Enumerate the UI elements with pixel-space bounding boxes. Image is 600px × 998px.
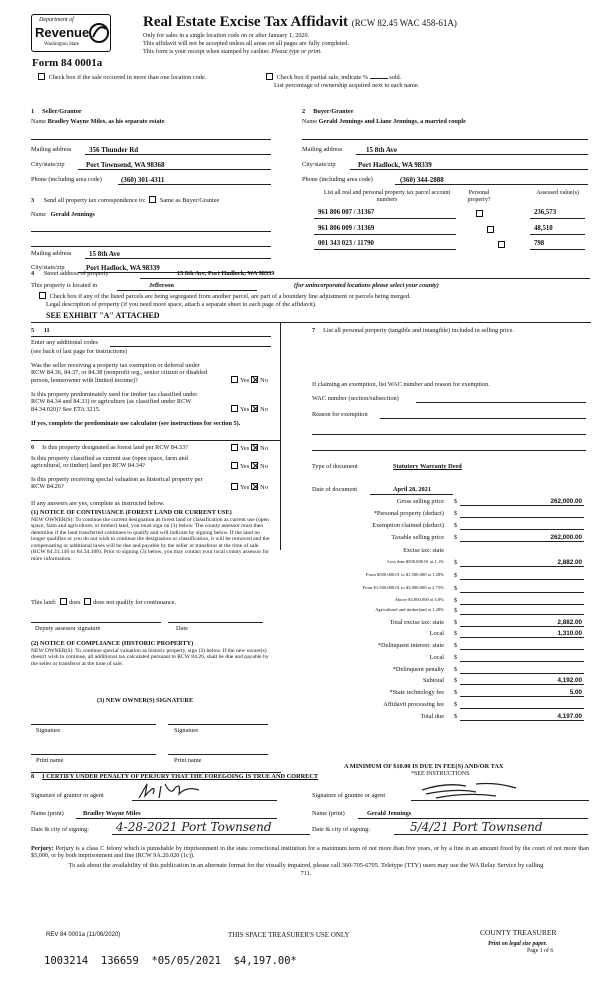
seller-city-row: City/state/zip Port Townsend, WA 98368: [31, 161, 165, 169]
personal-property-checkbox[interactable]: [498, 241, 505, 248]
tax-row: [292, 547, 584, 557]
new-owner-sig-heading: (3) NEW OWNER(S) SIGNATURE: [97, 697, 194, 704]
sec5-q2-yes[interactable]: [231, 405, 238, 412]
dollar-sign: $: [454, 534, 458, 541]
form-title: [143, 14, 457, 32]
treasurer-use-label: THIS SPACE TREASURER'S USE ONLY: [228, 931, 350, 939]
buyer-mailing-row: Mailing address 15 8th Ave: [302, 146, 397, 154]
tax-row-label: Subtotal: [423, 677, 444, 684]
dor-logo: [31, 14, 111, 52]
use-code-row: 5 11: [31, 327, 50, 334]
tax-row-value[interactable]: 5.00: [460, 689, 584, 697]
tax-row-value[interactable]: 2,882.00: [460, 619, 584, 627]
correspondence-row: 3 Send all property tax correspondence to: Same as Buyer/Grantee: [31, 197, 220, 204]
tax-row-label: Less than $500,000.01 at 1.1%: [387, 559, 444, 564]
cashier-stamp: 1003214 136659 *05/05/2021 $4,197.00*: [44, 955, 297, 967]
seller-heading: 1 Seller/Grantor: [31, 108, 82, 115]
dollar-sign: $: [454, 713, 458, 720]
tax-row-label: Local: [429, 630, 444, 637]
partial-pct-field[interactable]: [370, 78, 388, 79]
owner-sig-label-2: Signature: [174, 727, 199, 734]
title-ref: (RCW 82.45 WAC 458-61A): [351, 18, 457, 28]
tax-row-value[interactable]: 1,310.00: [460, 630, 584, 638]
legal-description-label: Legal description of property (if you need more space, attach a separate sheet to each page of the affidavit).: [46, 301, 317, 308]
tax-row-label: Agricultural and timberland at 1.28%: [375, 607, 444, 612]
doc-date-row: Date of document April 28, 2021: [312, 486, 431, 493]
tax-row-value[interactable]: [460, 701, 584, 709]
seller-phone[interactable]: (360) 301-4311: [121, 176, 165, 184]
grantee-sig-row: Signature of grantee or agent: [312, 792, 386, 799]
tax-row-label: Local: [429, 654, 444, 661]
tax-row: [292, 607, 584, 617]
tax-row-value[interactable]: [460, 597, 584, 605]
tax-row-value[interactable]: [460, 522, 584, 530]
continuance-body: NEW OWNER(S): To continue the current designation as forest land or classification as current use (open space, farm and agriculture, or timber) land, you must sign on (3) below. The county assessor must then determine if the land transferred continues to qualify and will indicate by signing below. If the land no longer qualifies or you do not wish to continue the designation or classification, it will be removed and the compensating or additional taxes will be due and payable by the seller or transferor at the time of sale. (RCW 84.33.140 or 84.34.108). Prior to signing (3) below, you may contact your local county assessor for more information.: [31, 517, 270, 562]
dollar-sign: $: [454, 677, 458, 684]
buyer-city[interactable]: Port Hadlock, WA 98339: [358, 161, 432, 169]
seller-city[interactable]: Port Townsend, WA 98368: [86, 161, 165, 169]
owner-sig-label-1: Signature: [36, 727, 61, 734]
land-does-checkbox[interactable]: [60, 598, 67, 605]
sec6-q2-no[interactable]: [251, 462, 258, 469]
county-treasurer-label: COUNTY TREASURER: [480, 928, 557, 937]
dollar-sign: $: [454, 559, 458, 566]
tax-row-value[interactable]: 4,197.00: [460, 713, 584, 721]
tax-row-value[interactable]: [460, 607, 584, 615]
tax-row-value[interactable]: [460, 572, 584, 580]
grantee-print-name[interactable]: Gerald Jennings: [367, 810, 412, 817]
tax-row: [292, 666, 584, 676]
tax-row: [292, 585, 584, 595]
sec5-q2-no[interactable]: [251, 405, 258, 412]
sec6-q3-no[interactable]: [251, 483, 258, 490]
assessed-value[interactable]: 48,510: [534, 225, 553, 232]
header-notices: [143, 32, 349, 56]
parcel-col-header: List all real and personal property tax parcel account numbers: [323, 190, 451, 204]
dollar-sign: $: [454, 522, 458, 529]
tax-row: [292, 630, 584, 640]
title-text: Real Estate Excise Tax Affidavit: [143, 14, 348, 30]
assessed-col-header: Assessed value(s): [536, 190, 579, 196]
tax-row-label: *Delinquent interest: state: [377, 642, 444, 649]
sec6-note: If any answers are yes, complete as instructed below.: [31, 500, 165, 507]
sec5-q2-note: If yes, complete the predominate use calculator (see instructions for section 5).: [31, 420, 241, 427]
exemption-label: If claiming an exemption, list WAC number and reason for exemption.: [312, 381, 490, 388]
notice-1: Only for sales in a single location code on or after January 1, 2020.: [143, 32, 310, 39]
sec6-q1-yes[interactable]: [231, 444, 238, 451]
sec6-q3-yes[interactable]: [231, 483, 238, 490]
grantee-date-city[interactable]: 5/4/21 Port Townsend: [410, 820, 543, 834]
buyer-mailing[interactable]: 15 8th Ave: [366, 146, 397, 154]
grantee-print-row: Name (print) Gerald Jennings: [312, 810, 412, 817]
tax-row-value[interactable]: 262,000.00: [460, 534, 584, 542]
seller-name-row: Name Bradley Wayne Miles, as his separate estate: [31, 118, 165, 125]
tax-row: [292, 534, 584, 544]
multi-location-checkbox[interactable]: [38, 73, 45, 80]
tax-row-value[interactable]: 2,882.00: [460, 559, 584, 567]
notice-3: This form is your receipt when stamped by cashier. Please type or print.: [143, 48, 322, 56]
tax-row: [292, 701, 584, 711]
personal-col-header: Personal property?: [467, 190, 491, 204]
doc-date[interactable]: April 28, 2021: [393, 486, 431, 493]
dollar-sign: $: [454, 607, 458, 614]
buyer-heading: 2 Buyer/Grantee: [302, 108, 354, 115]
tax-row-label: Gross selling price: [396, 498, 444, 505]
tax-row: [292, 498, 584, 508]
sec5-q1-no[interactable]: [251, 376, 258, 383]
grantee-date-row: Date & city of signing: 5/4/21 Port Townsend: [312, 820, 543, 834]
tax-row: [292, 713, 584, 723]
compliance-heading: (2) NOTICE OF COMPLIANCE (HISTORIC PROPERTY): [31, 640, 194, 647]
seller-mailing-row: Mailing address 356 Thunder Rd: [31, 146, 139, 154]
tax-row: [292, 654, 584, 664]
sec5-q1: Was the seller receiving a property tax exemption or deferral under RCW 84.36, 84.37, or 84.38 (nonprofit org., senior citizen or disabled person, homeowner with limited income)? Yes No: [31, 362, 268, 384]
dollar-sign: $: [454, 654, 458, 661]
tax-row-value[interactable]: [460, 510, 584, 518]
see-instructions-note: *SEE INSTRUCTIONS: [411, 771, 470, 777]
dollar-sign: $: [454, 510, 458, 517]
assessed-value[interactable]: 798: [534, 240, 545, 247]
multi-location-check: Check box if the sale occurred in more than one location code.: [36, 73, 206, 81]
logo-line-3: Washington State: [44, 42, 80, 47]
tax-row-label: Total due: [420, 713, 444, 720]
dollar-sign: $: [454, 689, 458, 696]
grantor-print-row: Name (print) Bradley Wayne Miles: [31, 810, 141, 817]
grantee-signature: [416, 780, 526, 804]
page-number: Page 1 of 6: [527, 948, 554, 954]
dor-swirl-icon: [89, 19, 109, 47]
additional-codes-note: (see back of last page for instructions): [31, 348, 128, 355]
tax-row: [292, 559, 584, 569]
seller-mailing[interactable]: 356 Thunder Rd: [89, 146, 139, 154]
correspondence-city-row: City/state/zip Port Hadlock, WA 98339: [31, 264, 160, 272]
minimum-fee-note: A MINIMUM OF $10.00 IS DUE IN FEE(S) AND/OR TAX: [344, 763, 504, 770]
tax-row-value[interactable]: [460, 666, 584, 674]
tax-row: [292, 522, 584, 532]
tax-row-label: From $1,500,000.01 to $3,000,000 at 2.75%: [362, 585, 444, 590]
compliance-body: NEW OWNER(S): To continue special valuation as historic property, sign (3) below. If the new owner(s) doesn't wish to continue, all additional tax calculated pursuant to RCW 84.26, shall be due and payable by the seller or transferor at the time of sale.: [31, 648, 269, 667]
tax-row: [292, 642, 584, 652]
dollar-sign: $: [454, 642, 458, 649]
correspondence-name-row: Name Gerald Jennings: [31, 211, 95, 218]
tax-row-value[interactable]: 4,192.00: [460, 677, 584, 685]
tax-row-label: Excise tax: state: [403, 547, 444, 554]
owner-print-label-2: Print name: [174, 757, 202, 764]
buyer-phone-row: Phone (including area code) (360) 344-2888: [302, 176, 444, 184]
correspondence-mailing-row: Mailing address 15 8th Ave: [31, 250, 120, 258]
personal-property-row: 7 List all personal property (tangible and intangible) included in selling price.: [312, 327, 514, 334]
tax-row: [292, 510, 584, 520]
legal-paper-note: Print on legal size paper.: [488, 941, 548, 947]
street-address-row: 4 Street address of property 15 8th Ave, Port Hadlock, WA 98339: [31, 270, 275, 277]
sec5-q2: Is this property predominately used for timber (as classified under RCW 84.34 and 84.33) or agriculture (as classified under RCW 84.34.020)? See ETA 3215. Yes No: [31, 391, 268, 413]
owner-print-label-1: Print name: [36, 757, 64, 764]
exhibit-attached[interactable]: SEE EXHIBIT "A" ATTACHED: [46, 311, 160, 320]
logo-line-1: Department of: [39, 17, 74, 23]
tax-row: [292, 689, 584, 699]
tax-row-value[interactable]: 262,000.00: [460, 498, 584, 506]
form-number: Form 84 0001a: [32, 57, 103, 69]
sec5-q1-yes[interactable]: [231, 376, 238, 383]
personal-property-checkbox[interactable]: [476, 210, 483, 217]
tax-row-value[interactable]: [460, 642, 584, 650]
personal-property-checkbox[interactable]: [487, 226, 494, 233]
use-code[interactable]: 11: [43, 327, 50, 334]
buyer-name-row: Name Gerald Jennings and Liane Jennings, a married couple: [302, 118, 466, 125]
dollar-sign: $: [454, 666, 458, 673]
sec6-q2-yes[interactable]: [231, 462, 238, 469]
land-qualify-row: This land: does does not qualify for continuance.: [31, 599, 177, 606]
grantor-sig-row: Signature of grantor or agent: [31, 792, 104, 799]
street-address[interactable]: 15 8th Ave, Port Hadlock, WA 98339: [177, 270, 275, 277]
correspondence-name[interactable]: Gerald Jennings: [50, 211, 95, 218]
dollar-sign: $: [454, 572, 458, 579]
same-as-buyer-checkbox[interactable]: [149, 196, 156, 203]
list-percentage-note: List percentage of ownership acquired next to each name.: [274, 82, 420, 89]
tax-row: [292, 677, 584, 687]
tax-row-value[interactable]: [460, 654, 584, 662]
dollar-sign: $: [454, 630, 458, 637]
dollar-sign: $: [454, 498, 458, 505]
tax-row-label: *Personal property (deduct): [373, 510, 444, 517]
tax-row-label: *State technology fee: [389, 689, 444, 696]
tax-row: [292, 572, 584, 582]
seller-phone-row: Phone (including area code) (360) 301-4311: [31, 176, 165, 184]
dollar-sign: $: [454, 585, 458, 592]
dollar-sign: $: [454, 619, 458, 626]
doc-type[interactable]: Statutory Warranty Deed: [393, 463, 462, 470]
partial-sale-check: Check box if partial sale, indicate % sold.: [264, 73, 401, 81]
sec6-q3: Is this property receiving special valuation as historical property per RCW 84.26? Yes No: [31, 476, 268, 491]
segregated-row: Check box if any of the listed parcels are being segregated from another parcel, are part of a boundary line adjustment or parcels being merged.: [37, 292, 411, 300]
tax-row-label: Above $3,000,000 at 3.0%: [394, 597, 444, 602]
tax-row-value[interactable]: [460, 585, 584, 593]
correspondence-mailing[interactable]: 15 8th Ave: [89, 250, 120, 258]
sec6-q1-no[interactable]: [251, 444, 258, 451]
tax-row: [292, 597, 584, 607]
logo-line-2: Revenue: [35, 25, 90, 40]
sec6-q1: 6 Is this property designated as forest land per RCW 84.33? Yes No: [31, 444, 268, 452]
county-name[interactable]: Jefferson: [149, 282, 174, 289]
grantor-signature: [135, 780, 205, 802]
tax-row-label: Affidavit processing fee: [383, 701, 444, 708]
seller-name[interactable]: Bradley Wayne Miles, as his separate estate: [47, 118, 165, 125]
continuance-heading: (1) NOTICE OF CONTINUANCE (FOREST LAND OR CURRENT USE): [31, 509, 232, 516]
revision-code: REV 84 0001a (11/06/2020): [46, 932, 121, 938]
dollar-sign: $: [454, 701, 458, 708]
relay-note: To ask about the availability of this publication in an alternate format for the visually impaired, please call 360-705-6705. Teletype (TTY) users may use the WA Relay Service by calling 711.: [68, 862, 544, 877]
segregated-checkbox[interactable]: [39, 292, 46, 299]
parcel-number[interactable]: 961 806 007 / 31367: [318, 209, 375, 216]
assessed-value[interactable]: 236,573: [534, 209, 557, 216]
tax-row-label: Exemption claimed (deduct): [372, 522, 444, 529]
tax-row: [292, 619, 584, 629]
grantor-date-city[interactable]: 4-28-2021 Port Townsend: [116, 820, 272, 834]
additional-codes-label: Enter any additional codes: [31, 339, 98, 346]
deputy-date-label: Date: [176, 625, 188, 632]
located-in-row: This property is located in Jefferson (for unincorporated locations please select your county): [31, 282, 439, 289]
wac-label: WAC number (section/subsection): [312, 395, 399, 402]
sec6-q2: Is this property classified as current use (open space, farm and agricultural, or timber) land per RCW 84.34? Yes No: [31, 455, 268, 470]
grantor-date-row: Date & city of signing: 4-28-2021 Port Townsend: [31, 820, 272, 834]
partial-sale-checkbox[interactable]: [266, 73, 273, 80]
parcel-number[interactable]: 001 343 023 / 11790: [318, 240, 374, 247]
correspondence-city[interactable]: Port Hadlock, WA 98339: [86, 264, 160, 272]
tax-row-label: Total excise tax: state: [389, 619, 444, 626]
dollar-sign: $: [454, 597, 458, 604]
grantor-print-name[interactable]: Bradley Wayne Miles: [83, 810, 141, 817]
buyer-name[interactable]: Gerald Jennings and Liane Jennings, a married couple: [318, 118, 466, 125]
notice-2: This affidavit will not be accepted unless all areas on all pages are fully completed.: [143, 40, 349, 48]
certify-row: 8 I CERTIFY UNDER PENALTY OF PERJURY THAT THE FOREGOING IS TRUE AND CORRECT: [31, 773, 319, 780]
parcel-number[interactable]: 961 806 009 / 31369: [318, 225, 375, 232]
tax-row-label: From $500,000.01 to $1,500,000 at 1.28%: [365, 572, 444, 577]
buyer-city-row: City/state/zip Port Hadlock, WA 98339: [302, 161, 432, 169]
buyer-phone[interactable]: (360) 344-2888: [400, 176, 444, 184]
reason-label: Reason for exemption: [312, 411, 368, 418]
perjury-statement: Perjury: Perjury is a class C felony which is punishable by imprisonment in the state correctional institution for a maximum term of not more than five years, or by a fine in an amount fixed by the court of not more than $5,000, or by both imprisonment and fine (RCW 9A.20.020 (1c)).: [31, 845, 589, 860]
tax-row-label: Taxable selling price: [391, 534, 444, 541]
tax-row-label: *Delinquent penalty: [392, 666, 444, 673]
deputy-sig-label: Deputy assessor signature: [35, 625, 101, 632]
doc-type-row: Type of document Statutory Warranty Deed: [312, 463, 462, 470]
land-does-not-checkbox[interactable]: [84, 598, 91, 605]
